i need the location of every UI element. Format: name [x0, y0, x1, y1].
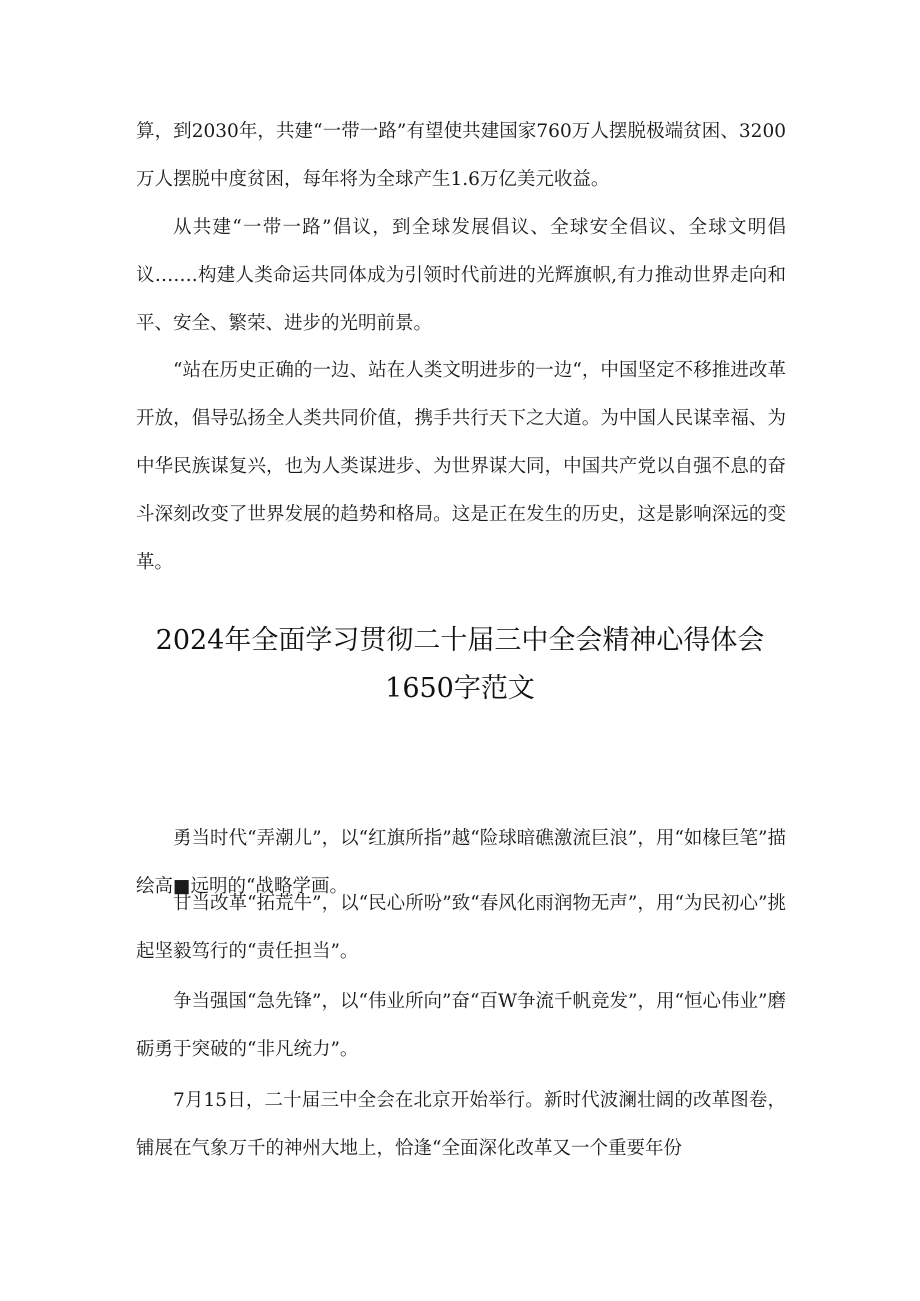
- paragraph-trendsetter: 勇当时代“弄潮儿”，以“红旗所指”越“险球暗礁激流巨浪”，用“如椽巨笔”描绘高■远明的“战略学画。: [136, 828, 786, 897]
- paragraph-vanguard: 争当强国“急先锋”，以“伟业所向”奋“百W争流千帆竞发”，用“恒心伟业”磨砺勇于突破的“非凡统力”。: [136, 991, 786, 1060]
- paragraph-income-stats: 算，到2030年，共建“一带一路”有望使共建国家760万人摆脱极端贫困、3200万人摆脱中度贫困，每年将为全球产生1.6万亿美元收益。: [136, 121, 786, 190]
- paragraph-plenary-session: 7月15日，二十届三中全会在北京开始举行。新时代波澜壮阔的改革图卷，铺展在气象万千的神州大地上，恰逢“全面深化改革又一个重要年份: [136, 1090, 786, 1159]
- title-line-2: 1650字范文: [385, 673, 535, 704]
- paragraph-pioneer: 甘当改革“拓荒牛”，以“民心所吩”致“春风化雨润物无声”，用“为民初心”挑起坚毅笃行的“责任担当”。: [136, 893, 786, 962]
- paragraph-history: “站在历史正确的一边、站在人类文明进步的一边“，中国坚定不移推进改革开放，倡导弘扬全人类共同价值，携手共行天下之大道。为中国人民谋幸福、为中华民族谋复兴，也为人类谋进步、为世界谋大同，中国共产党以自强不息的奋斗深刻改变了世界发展的趋势和格局。这是正在发生的历史，这是影响深远的变革。: [136, 360, 786, 573]
- document-title: [120, 617, 800, 713]
- paragraph-initiatives: 从共建“一带一路”倡议，到全球发展倡议、全球安全倡议、全球文明倡议…….构建人类命运共同体成为引领时代前进的光辉旗帜,有力推动世界走向和平、安全、繁荣、进步的光明前景。: [136, 217, 786, 334]
- title-line-1: 2024年全面学习贯彻二十届三中全会精神心得体会: [155, 625, 765, 656]
